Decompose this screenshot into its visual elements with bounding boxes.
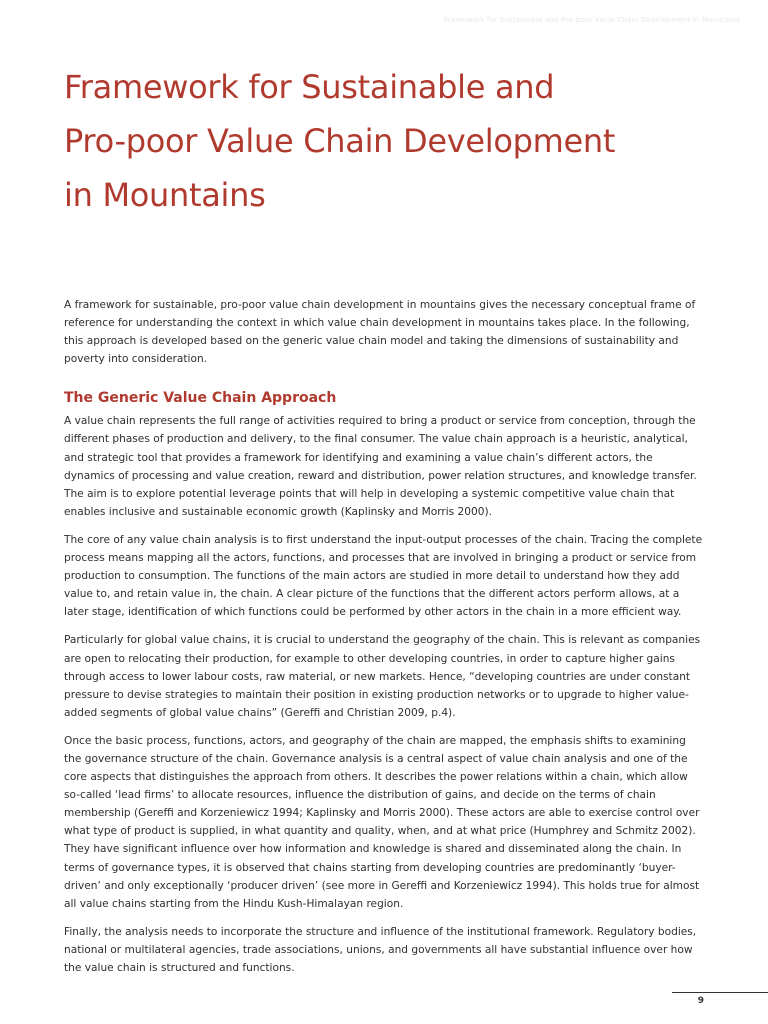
section-paragraph-4: Once the basic process, functions, actors, and geography of the chain are mapped, the emphasis shifts to examining the governance structure of the chain. Governance analysis is a central aspect of value chain analysis and one of the core aspects that distinguishes the approach from others. It describes the power relations within a chain, which allow so-called ‘lead firms’ to allocate resources, influence the distribution of gains, and decide on the terms of chain membership (Gereffi and Korzeniewicz 1994; Kaplinsky and Morris 2000). These actors are able to exercise control over what type of product is supplied, in what quantity and quality, when, and at what price (Humphrey and Schmitz 2002). They have significant influence over how information and knowledge is shared and disseminated along the chain. In terms of governance types, it is observed that chains starting from developing countries are predominantly ‘buyer-driven’ and only exceptionally ‘producer driven’ (see more in Gereffi and Korzeniewicz 1994). This holds true for almost all value chains starting from the Hindu Kush-Himalayan region. [64,734,700,910]
title-line-3: in Mountains [64,176,266,214]
title-line-2: Pro-poor Value Chain Development [64,122,616,160]
title-line-1: Framework for Sustainable and [64,68,555,106]
page-title [64,60,704,222]
section-heading: The Generic Value Chain Approach [64,390,337,407]
intro-paragraph: A framework for sustainable, pro-poor value chain development in mountains gives the necessary conceptual frame of reference for understanding the context in which value chain development in mountains takes place. In the following, this approach is developed based on the generic value chain model and taking the dimensions of sustainability and poverty into consideration. [64,299,696,366]
section-paragraph-2: The core of any value chain analysis is to first understand the input-output processes of the chain. Tracing the complete process means mapping all the actors, functions, and processes that are involved in bringing a product or service from production to consumption. The functions of the main actors are studied in more detail to understand how they add value to, and retain value in, the chain. A clear picture of the functions that the different actors perform allows, at a later stage, identification of which functions could be performed by other actors in the chain in a more efficient way. [64,533,703,619]
body-text [64,296,706,987]
page-number: 9 [697,996,704,1006]
section-paragraph-5: Finally, the analysis needs to incorporate the structure and influence of the institutional framework. Regulatory bodies, national or multilateral agencies, trade associations, unions, and governments all have substantial influence over how the value chain is structured and functions. [64,925,697,974]
footer-rule [672,992,768,993]
section-paragraph-3: Particularly for global value chains, it is crucial to understand the geography of the chain. This is relevant as companies are open to relocating their production, for example to other developing countries, in order to capture higher gains through access to lower labour costs, raw material, or new markets. Hence, “developing countries are under constant pressure to devise strategies to maintain their position in existing production networks or to upgrade to higher value-added segments of global value chains” (Gereffi and Christian 2009, p.4). [64,634,701,719]
section-paragraph-1: A value chain represents the full range of activities required to bring a product or service from conception, through the different phases of production and delivery, to the final consumer. The value chain approach is a heuristic, analytical, and strategic tool that provides a framework for identifying and examining a value chain’s different actors, the dynamics of processing and value creation, reward and distribution, power relation structures, and knowledge transfer. The aim is to explore potential leverage points that will help in developing a systemic competitive value chain that enables inclusive and sustainable economic growth (Kaplinsky and Morris 2000). [64,415,697,518]
running-head: Framework for Sustainable and Pro-poor Value Chain Development in Mountains [443,16,740,24]
